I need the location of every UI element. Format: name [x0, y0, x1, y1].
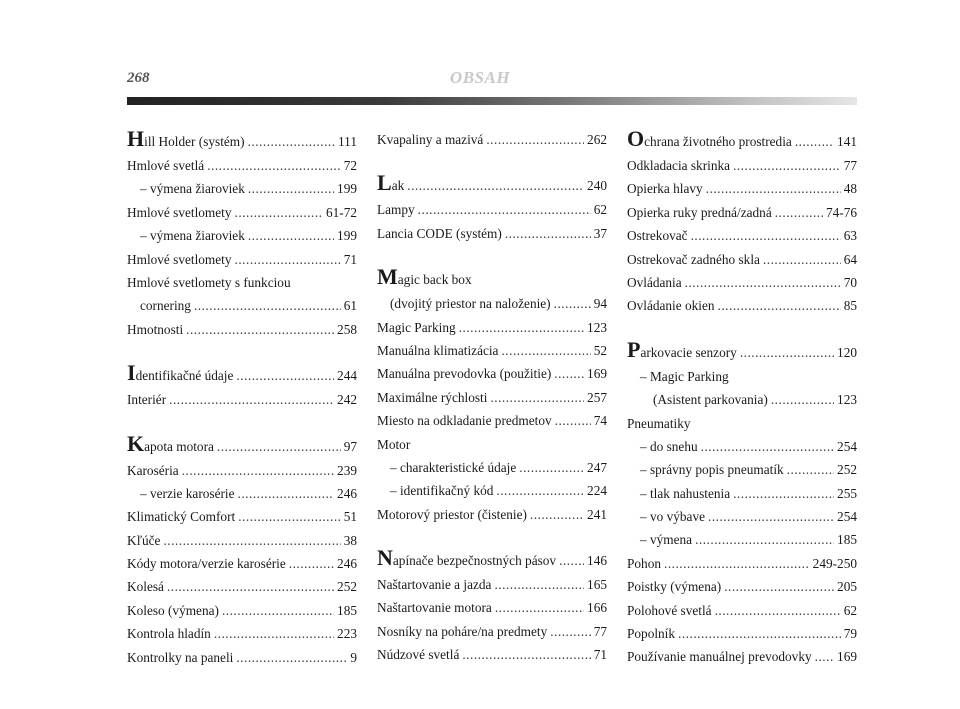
entry-label: agic back box: [397, 272, 472, 288]
entry-page-number: 37: [593, 225, 607, 241]
leader-dots: [238, 505, 340, 528]
leader-dots: [519, 456, 584, 479]
entry-page-number: 97: [343, 438, 357, 454]
index-entry: [377, 409, 607, 432]
entry-label: apínače bezpečnostných pásov: [392, 553, 557, 569]
entry-label: Ostrekovač zadného skla: [627, 251, 760, 267]
leader-dots: [501, 339, 590, 362]
entry-label: Kľúče: [127, 532, 161, 548]
leader-dots: [787, 458, 834, 481]
leader-dots: [706, 177, 841, 200]
leader-dots: [207, 154, 341, 177]
entry-page-number: 239: [337, 462, 357, 478]
index-column-1: [127, 128, 357, 669]
leader-dots: [407, 173, 584, 199]
entry-page-number: 71: [343, 251, 357, 267]
index-entry: [627, 271, 857, 294]
entry-label: Klimatický Comfort: [127, 509, 236, 525]
entry-page-number: 74-76: [825, 204, 857, 220]
entry-page-number: 252: [337, 579, 357, 595]
section-initial: H: [127, 126, 145, 151]
index-entry: [377, 292, 607, 315]
leader-dots: [235, 248, 341, 271]
leader-dots: [559, 548, 584, 574]
entry-label: Miesto na odkladanie predmetov: [377, 413, 552, 429]
index-entry: [627, 528, 857, 551]
entry-page-number: 223: [337, 626, 357, 642]
leader-dots: [664, 552, 810, 575]
entry-page-number: 185: [837, 532, 857, 548]
entry-page-number: 169: [587, 366, 607, 382]
index-entry: [627, 388, 857, 411]
entry-page-number: 111: [338, 134, 357, 149]
entry-label: Popolník: [627, 626, 676, 642]
index-entry: [377, 643, 607, 666]
index-entry: [377, 362, 607, 385]
entry-label: Ovládania: [627, 274, 682, 290]
leader-dots: [186, 318, 334, 341]
entry-label: Karoséria: [127, 462, 179, 478]
entry-label: Hmlové svetlomety s funkciou: [127, 274, 291, 290]
entry-label: Hmlové svetlomety: [127, 204, 232, 220]
entry-label: Interiér: [127, 392, 167, 408]
leader-dots: [182, 459, 334, 482]
section-initial: M: [377, 264, 398, 290]
index-entry: [377, 573, 607, 596]
entry-label: Nosníky na poháre/na predmety: [377, 623, 548, 639]
entry-label: – výmena žiaroviek: [140, 181, 245, 197]
leader-dots: [771, 388, 834, 411]
leader-dots: [248, 224, 334, 247]
entry-label: Lampy: [377, 202, 415, 218]
entry-page-number: 262: [587, 132, 607, 147]
entry-label: – výmena žiaroviek: [140, 228, 245, 244]
leader-dots: [724, 575, 834, 598]
entry-page-number: 70: [843, 274, 857, 290]
entry-label: cornering: [140, 298, 191, 314]
section-gap: [127, 341, 357, 362]
index-entry: [627, 575, 857, 598]
entry-label: Polohové svetlá: [627, 602, 712, 618]
entry-label: Koleso (výmena): [127, 602, 219, 618]
index-entry: [377, 222, 607, 245]
section-gap: [127, 412, 357, 433]
leader-dots: [235, 201, 323, 224]
leader-dots: [217, 434, 341, 460]
index-entry: [627, 224, 857, 247]
index-entry: [627, 177, 857, 200]
leader-dots: [494, 573, 584, 596]
entry-page-number: 255: [837, 485, 857, 501]
section-initial: L: [377, 170, 392, 196]
entry-label: Kontrola hladín: [127, 626, 211, 642]
entry-page-number: 77: [593, 623, 607, 639]
entry-label: – identifikačný kód: [390, 483, 494, 499]
index-entry: [627, 412, 857, 435]
entry-label: – charakteristické údaje: [390, 459, 517, 475]
entry-page-number: 254: [837, 438, 857, 454]
entry-label: Kódy motora/verzie karosérie: [127, 556, 286, 572]
entry-page-number: 85: [843, 298, 857, 314]
entry-label: Poistky (výmena): [627, 579, 722, 595]
index-entry: [627, 128, 857, 154]
leader-dots: [740, 340, 834, 366]
section-initial: O: [627, 126, 645, 151]
entry-page-number: 246: [337, 556, 357, 572]
index-entry: [377, 128, 607, 151]
leader-dots: [795, 129, 834, 155]
index-entry: [627, 248, 857, 271]
index-entry: [127, 294, 357, 317]
leader-dots: [490, 386, 584, 409]
index-entry: [377, 547, 607, 573]
entry-page-number: 52: [593, 342, 607, 358]
leader-dots: [708, 505, 834, 528]
entry-label: Pohon: [627, 555, 661, 571]
index-entry: [377, 596, 607, 619]
leader-dots: [236, 363, 334, 389]
index-entry: [377, 172, 607, 198]
leader-dots: [691, 224, 841, 247]
entry-page-number: 63: [843, 228, 857, 244]
entry-label: Hmlové svetlá: [127, 158, 205, 173]
leader-dots: [214, 622, 334, 645]
entry-page-number: 252: [837, 462, 857, 478]
leader-dots: [555, 409, 591, 432]
leader-dots: [763, 248, 841, 271]
entry-label: Hmotnosti: [127, 321, 184, 337]
leader-dots: [486, 128, 584, 151]
entry-label: Lancia CODE (systém): [377, 225, 502, 241]
header-bar: [127, 97, 857, 105]
index-entry: [127, 201, 357, 224]
entry-page-number: 247: [587, 459, 607, 475]
index-entry: [627, 505, 857, 528]
entry-page-number: 257: [587, 389, 607, 405]
section-gap: [377, 526, 607, 547]
entry-page-number: 199: [337, 181, 357, 197]
leader-dots: [715, 599, 841, 622]
entry-label: – Magic Parking: [640, 368, 729, 384]
leader-dots: [222, 599, 334, 622]
leader-dots: [775, 201, 823, 224]
entry-label: arkovacie senzory: [640, 344, 737, 360]
index-entry: [627, 599, 857, 622]
index-entry: [377, 620, 607, 643]
index-entry: [627, 201, 857, 224]
leader-dots: [815, 645, 834, 668]
index-entry: [627, 482, 857, 505]
index-entry: [127, 248, 357, 271]
leader-dots: [505, 222, 591, 245]
entry-label: – vo výbave: [640, 509, 705, 525]
index-entry: [377, 339, 607, 362]
leader-dots: [462, 643, 590, 666]
entry-label: Ovládanie okien: [627, 298, 715, 314]
index-entry: [127, 622, 357, 645]
index-entry: [377, 456, 607, 479]
entry-page-number: 64: [843, 251, 857, 267]
leader-dots: [418, 198, 591, 221]
entry-label: Naštartovanie a jazda: [377, 577, 492, 593]
entry-page-number: 77: [843, 158, 857, 173]
entry-label: Používanie manuálnej prevodovky: [627, 649, 812, 665]
index-entry: [127, 128, 357, 154]
leader-dots: [238, 482, 335, 505]
section-initial: K: [127, 430, 145, 456]
entry-page-number: 254: [837, 509, 857, 525]
entry-label: chrana životného prostredia: [644, 134, 792, 149]
index-entry: [627, 552, 857, 575]
index-entry: [627, 294, 857, 317]
index-column-2: [377, 128, 607, 667]
leader-dots: [695, 528, 834, 551]
entry-page-number: 123: [587, 319, 607, 335]
index-entry: [377, 198, 607, 221]
page-number: 268: [127, 70, 150, 86]
index-entry: [127, 318, 357, 341]
index-entry: [627, 154, 857, 177]
leader-dots: [530, 503, 584, 526]
index-entry: [127, 154, 357, 177]
leader-dots: [495, 596, 584, 619]
index-entry: [377, 479, 607, 502]
entry-page-number: 72: [343, 158, 357, 173]
entry-page-number: 48: [843, 181, 857, 197]
entry-page-number: 246: [337, 485, 357, 501]
index-entry: [377, 266, 607, 292]
entry-label: Hmlové svetlomety: [127, 251, 232, 267]
index-entry: [627, 645, 857, 668]
entry-page-number: 62: [593, 202, 607, 218]
entry-page-number: 74: [593, 413, 607, 429]
entry-label: Pneumatiky: [627, 415, 691, 431]
entry-label: (Asistent parkovania): [653, 392, 768, 408]
entry-page-number: 146: [587, 553, 607, 569]
entry-label: Odkladacia skrinka: [627, 158, 731, 173]
entry-page-number: 242: [337, 392, 357, 408]
entry-label: (dvojitý priestor na naloženie): [390, 296, 551, 312]
index-entry: [627, 458, 857, 481]
entry-label: Núdzové svetlá: [377, 647, 460, 663]
entry-label: Naštartovanie motora: [377, 600, 492, 616]
entry-page-number: 120: [837, 344, 857, 360]
entry-label: dentifikačné údaje: [135, 368, 234, 384]
leader-dots: [194, 294, 341, 317]
leader-dots: [163, 529, 340, 552]
entry-label: Motor: [377, 436, 411, 452]
entry-label: Magic Parking: [377, 319, 456, 335]
entry-page-number: 79: [843, 626, 857, 642]
entry-page-number: 62: [843, 602, 857, 618]
entry-label: Motorový priestor (čistenie): [377, 506, 527, 522]
entry-page-number: 205: [837, 579, 857, 595]
entry-page-number: 38: [343, 532, 357, 548]
section-initial: I: [127, 360, 136, 386]
entry-label: apota motora: [144, 438, 214, 454]
index-entry: [127, 646, 357, 669]
entry-page-number: 51: [343, 509, 357, 525]
entry-page-number: 123: [837, 392, 857, 408]
index-entry: [627, 365, 857, 388]
index-column-3: [627, 128, 857, 669]
entry-label: Manuálna prevodovka (použitie): [377, 366, 552, 382]
section-gap: [377, 245, 607, 266]
leader-dots: [289, 552, 334, 575]
entry-label: – tlak nahustenia: [640, 485, 731, 501]
entry-page-number: 244: [337, 368, 357, 384]
entry-label: – správny popis pneumatík: [640, 462, 784, 478]
leader-dots: [678, 622, 841, 645]
entry-page-number: 169: [837, 649, 857, 665]
leader-dots: [169, 388, 334, 411]
entry-page-number: 224: [587, 483, 607, 499]
index-entry: [377, 386, 607, 409]
entry-label: – verzie karosérie: [140, 485, 235, 501]
entry-page-number: 141: [837, 134, 857, 149]
index-entry: [127, 529, 357, 552]
index-entry: [627, 336, 857, 365]
index-entry: [127, 224, 357, 247]
leader-dots: [236, 646, 347, 669]
index-entry: [627, 622, 857, 645]
entry-page-number: 249-250: [812, 555, 857, 571]
entry-label: ill Holder (systém): [144, 134, 245, 149]
entry-page-number: 61: [343, 298, 357, 314]
index-entry: [127, 575, 357, 598]
index-entry: [627, 435, 857, 458]
entry-page-number: 94: [593, 296, 607, 312]
entry-label: Maximálne rýchlosti: [377, 389, 488, 405]
page-title: OBSAH: [449, 68, 511, 87]
leader-dots: [248, 177, 334, 200]
index-entry: [127, 599, 357, 622]
leader-dots: [554, 292, 591, 315]
leader-dots: [554, 362, 584, 385]
index-entry: [127, 552, 357, 575]
leader-dots: [248, 129, 335, 155]
leader-dots: [718, 294, 841, 317]
section-initial: N: [377, 545, 393, 571]
leader-dots: [167, 575, 334, 598]
leader-dots: [733, 154, 841, 177]
entry-page-number: 185: [337, 602, 357, 618]
entry-label: Opierka ruky predná/zadná: [627, 204, 772, 220]
index-entry: [377, 316, 607, 339]
entry-page-number: 199: [337, 228, 357, 244]
entry-label: Ostrekovač: [627, 228, 688, 244]
entry-label: Kontrolky na paneli: [127, 649, 234, 665]
entry-label: – výmena: [640, 532, 693, 548]
section-gap: [627, 318, 857, 339]
entry-page-number: 166: [587, 600, 607, 616]
entry-page-number: 241: [587, 506, 607, 522]
leader-dots: [701, 435, 834, 458]
section-initial: P: [627, 336, 641, 362]
entry-label: Kvapaliny a mazivá: [377, 132, 484, 147]
index-entry: [127, 362, 357, 388]
index-entry: [377, 433, 607, 456]
entry-label: ak: [391, 178, 405, 194]
index-entry: [127, 271, 357, 294]
index-entry: [127, 430, 357, 459]
leader-dots: [459, 316, 584, 339]
entry-page-number: 71: [593, 647, 607, 663]
entry-label: Opierka hlavy: [627, 181, 703, 197]
index-entry: [127, 505, 357, 528]
index-entry: [127, 177, 357, 200]
entry-label: – do snehu: [640, 438, 698, 454]
index-entry: [127, 459, 357, 482]
entry-label: Kolesá: [127, 579, 164, 595]
leader-dots: [733, 482, 834, 505]
entry-page-number: 165: [587, 577, 607, 593]
leader-dots: [685, 271, 841, 294]
section-gap: [377, 151, 607, 172]
entry-page-number: 61-72: [325, 204, 357, 220]
entry-page-number: 258: [337, 321, 357, 337]
index-entry: [127, 388, 357, 411]
entry-label: Manuálna klimatizácia: [377, 342, 499, 358]
index-entry: [127, 482, 357, 505]
index-entry: [377, 503, 607, 526]
entry-page-number: 9: [350, 649, 357, 665]
leader-dots: [550, 620, 590, 643]
leader-dots: [496, 479, 584, 502]
entry-page-number: 240: [587, 178, 607, 194]
